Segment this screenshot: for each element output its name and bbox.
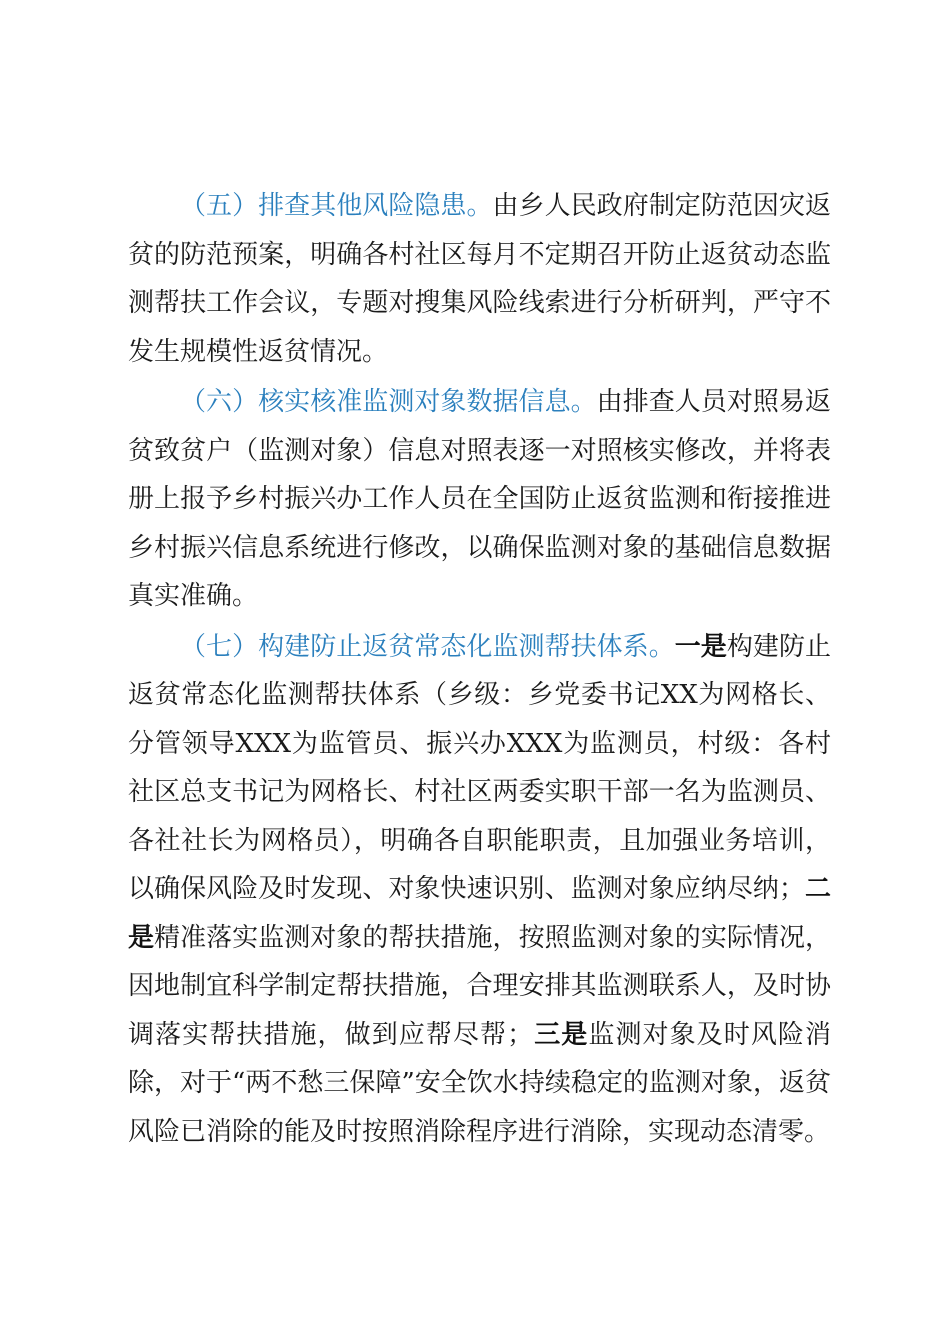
paragraph-text: 由乡人民政府制定防范因灾返贫的防范预案，明确各村社区每月不定期召开防止返贫动态监测帮扶工作会议，专题对搜集风险线索进行分析研判，严守不发生规模性返贫情况。: [128, 191, 831, 367]
section-heading-seven: （七）构建防止返贫常态化监测帮扶体系。: [180, 631, 675, 662]
point-three-text: 监测对象及时风险消除，对于“两不愁三保障”安全饮水持续稳定的监测对象，返贫风险已消除的能及时按照消除程序进行消除，实现动态清零。: [128, 1019, 831, 1147]
paragraph-five: [128, 182, 831, 376]
point-two-label: 二是: [128, 874, 831, 953]
point-two-text: 精准落实监测对象的帮扶措施，按照监测对象的实际情况，因地制宜科学制定帮扶措施，合理安排其监测联系人，及时协调落实帮扶措施，做到应帮尽帮；: [128, 922, 831, 1050]
section-heading-six: （六）核实核准监测对象数据信息。: [180, 387, 597, 417]
section-heading-five: （五）排查其他风险隐患。: [180, 191, 493, 221]
paragraph-text: 由排查人员对照易返贫致贫户（监测对象）信息对照表逐一对照核实修改，并将表册上报予乡村振兴办工作人员在全国防止返贫监测和衔接推进乡村振兴信息系统进行修改，以确保监测对象的基础信息数据真实准确。: [128, 387, 831, 611]
point-one-text: 构建防止返贫常态化监测帮扶体系（乡级：乡党委书记XX为网格长、分管领导XXX为监管员、振兴办XXX为监测员，村级：各村社区总支书记为网格长、村社区两委实职干部一名为监测员、各社社长为网格员），明确各自职能职责，且加强业务培训，以确保风险及时发现、对象快速识别、监测对象应纳尽纳；: [128, 631, 831, 904]
paragraph-six: [128, 378, 831, 621]
point-three-label: 三是: [533, 1019, 589, 1050]
paragraph-seven: [128, 623, 831, 1157]
point-one-label: 一是: [674, 631, 727, 662]
document-body: [128, 182, 831, 1158]
